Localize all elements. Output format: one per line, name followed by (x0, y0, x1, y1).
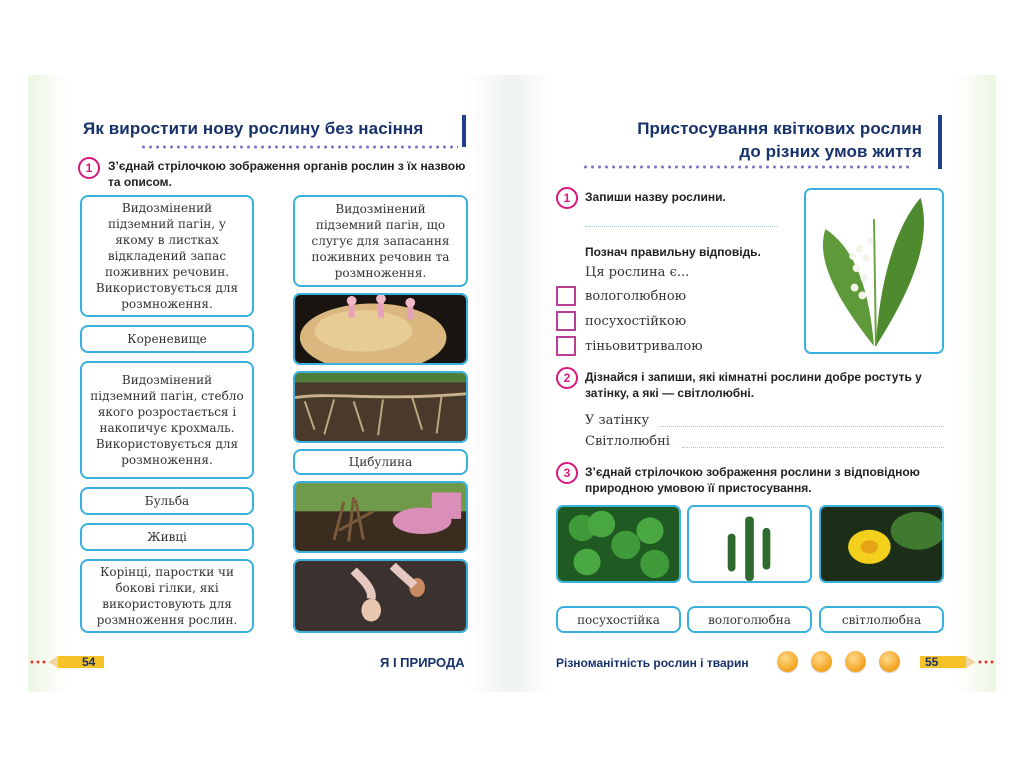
right-page-title-line1: Пристосування квіткових рослин (637, 119, 922, 138)
task-instruction: Запиши назву рослини. (585, 190, 726, 204)
task-number-badge: 2 (556, 367, 578, 389)
answer-label-light: Світлолюбні (585, 434, 670, 449)
condition-label-light[interactable]: світлолюбна (819, 606, 944, 633)
task-number-badge: 1 (556, 187, 578, 209)
emoji-icon[interactable] (879, 651, 900, 672)
book-spread (28, 75, 996, 692)
title-dotted-rule (140, 145, 458, 149)
page-number: 55 (925, 655, 939, 669)
condition-label-moisture[interactable]: вологолюбна (687, 606, 812, 633)
task-number-badge: 3 (556, 462, 578, 484)
potato-tuber-photo[interactable] (293, 293, 468, 365)
description-box[interactable]: Видозмінений підземний пагін, у якому в листках відкладений запас поживних речовин. Використовується для розмноження. (80, 195, 254, 317)
rhizome-roots-photo[interactable] (293, 371, 468, 443)
description-box[interactable]: Видозмінений підземний пагін, стебло якого розростається і накопичує крохмаль. Використовується для розмноження. (80, 361, 254, 479)
term-box-tuber[interactable]: Бульба (80, 487, 254, 515)
task-number-badge: 1 (78, 157, 100, 179)
emoji-icon[interactable] (777, 651, 798, 672)
answer-line[interactable] (585, 225, 777, 227)
bulbs-planting-photo[interactable] (293, 559, 468, 633)
task-subinstruction: Познач правильну відповідь. (585, 245, 761, 259)
term-box-rhizome[interactable]: Кореневище (80, 325, 254, 353)
option-checkbox[interactable] (556, 286, 576, 306)
term-box-cuttings[interactable]: Живці (80, 523, 254, 551)
title-bar-accent (462, 115, 466, 147)
condition-label-drought[interactable]: посухостійка (556, 606, 681, 633)
task-instruction: Дізнайся і запиши, які кімнатні рослини добре ростуть у затінку, а які — світлолюбні. (585, 370, 922, 400)
water-lily-photo[interactable] (819, 505, 944, 583)
page-number: 54 (82, 655, 96, 669)
option-label: тіньовитривалою (585, 339, 703, 354)
left-page (28, 75, 512, 692)
task-instruction: З’єднай стрілочкою зображення рослини з відповідною природною умовою її пристосування. (585, 465, 920, 495)
answer-line[interactable] (682, 446, 944, 448)
right-page-title-line2: до різних умов життя (739, 142, 922, 161)
task-prompt: Ця рослина є... (585, 265, 690, 280)
option-label: вологолюбною (585, 289, 687, 304)
answer-line[interactable] (660, 425, 944, 427)
description-box[interactable]: Видозмінений підземний пагін, що слугує для запасання поживних речовин та розмноження. (293, 195, 468, 287)
task-instruction: З’єднай стрілочкою зображення органів рослин з їх назвою та описом. (108, 159, 466, 189)
footer-section-name: Різноманітність рослин і тварин (556, 656, 749, 670)
cactus-photo[interactable] (687, 505, 812, 583)
option-checkbox[interactable] (556, 336, 576, 356)
cuttings-gloves-photo[interactable] (293, 481, 468, 553)
lily-of-the-valley-photo[interactable] (804, 188, 944, 354)
footer-section-name: Я І ПРИРОДА (380, 655, 465, 670)
clover-photo[interactable] (556, 505, 681, 583)
description-box[interactable]: Корінці, паростки чи бокові гілки, які використовують для розмноження рослин. (80, 559, 254, 633)
right-page (512, 75, 996, 692)
option-checkbox[interactable] (556, 311, 576, 331)
emoji-icon[interactable] (845, 651, 866, 672)
title-dotted-rule (582, 165, 912, 169)
answer-label-shade: У затінку (585, 413, 650, 428)
title-bar-accent (938, 115, 942, 169)
left-page-title: Як виростити нову рослину без насіння (83, 119, 424, 138)
term-box-bulb[interactable]: Цибулина (293, 449, 468, 475)
option-label: посухостійкою (585, 314, 687, 329)
emoji-icon[interactable] (811, 651, 832, 672)
pencil-icon (28, 655, 108, 669)
